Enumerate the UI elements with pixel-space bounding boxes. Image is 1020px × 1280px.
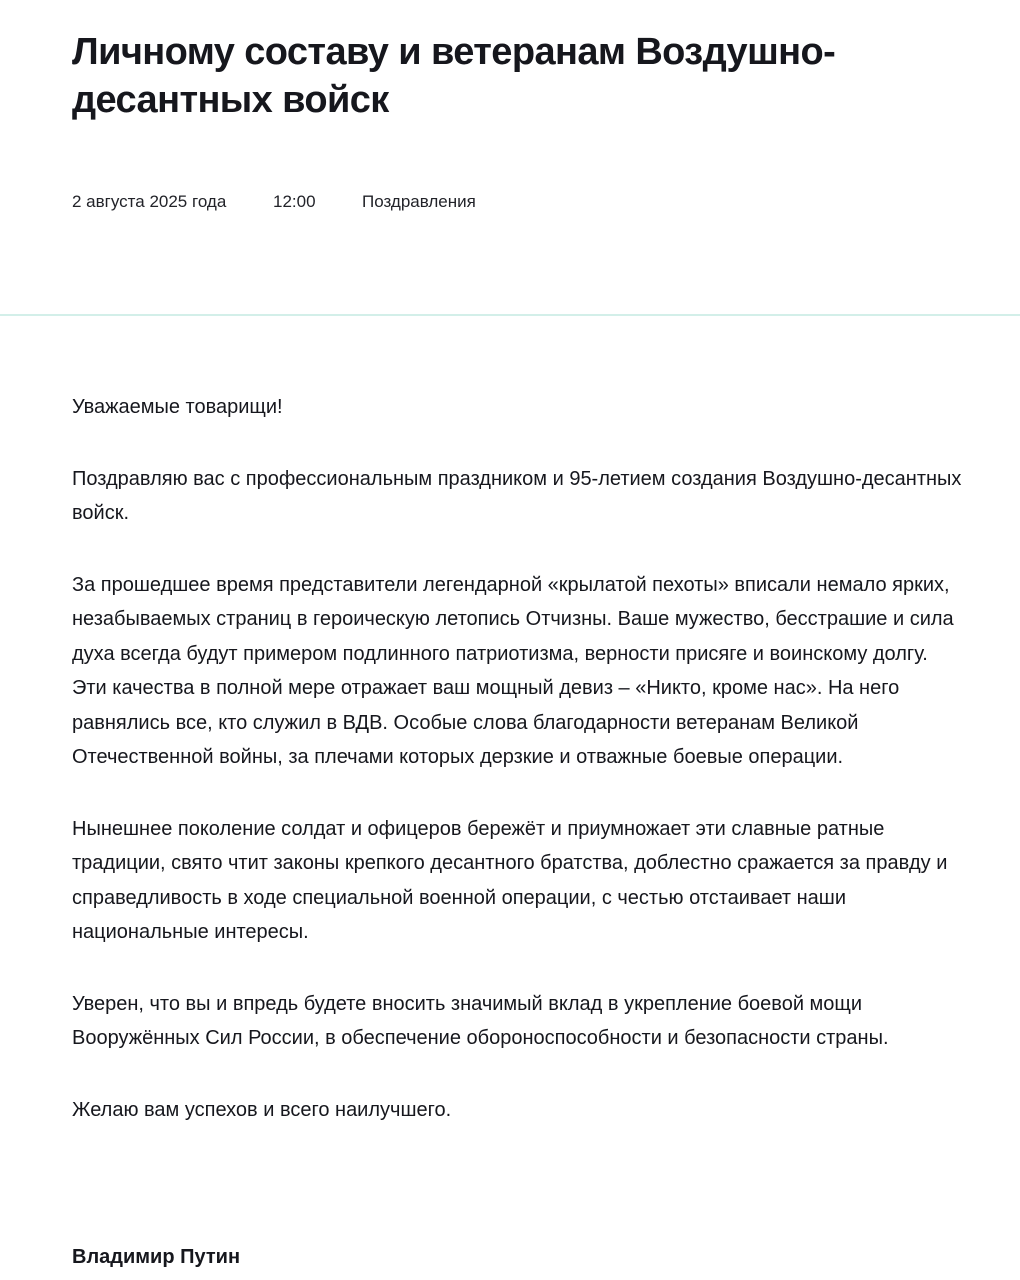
publish-time: 12:00 [273, 192, 316, 211]
publish-date: 2 августа 2025 года [72, 192, 227, 211]
paragraph: Желаю вам успехов и всего наилучшего. [72, 1098, 452, 1121]
signature: Владимир Путин [72, 1246, 241, 1268]
paragraph: За прошедшее время представители легендарной «крылатой пехоты» вписали немало ярких, незабываемых страниц в героическую летопись Отчизны. Ваше мужество, бесстрашие и сила духа всегда будут примером подлинного патриотизма, верности присяге и воинскому долгу. Эти качества в полной мере отражает ваш мощный девиз – «Никто, кроме нас». На него равнялись все, кто служил в ВДВ. Особые слова благодарности ветеранам Великой Отечественной войны, за плечами которых дерзкие и отважные боевые операции. [72, 573, 954, 768]
category-link[interactable]: Поздравления [362, 192, 476, 211]
paragraph: Уверен, что вы и впредь будете вносить значимый вклад в укрепление боевой мощи Вооружённых Сил России, в обеспечение обороноспособности и безопасности страны. [72, 992, 889, 1049]
page-title: Личному составу и ветеранам Воздушно-десантных войск [72, 31, 836, 121]
paragraph-greeting: Уважаемые товарищи! [72, 396, 283, 418]
paragraph: Поздравляю вас с профессиональным праздником и 95-летием создания Воздушно-десантных войск. [72, 467, 962, 524]
divider [0, 314, 1020, 316]
paragraph: Нынешнее поколение солдат и офицеров бережёт и приумножает эти славные ратные традиции, свято чтит законы крепкого десантного братства, доблестно сражается за правду и справедливость в ходе специальной военной операции, с честью отстаивает наши национальные интересы. [72, 817, 948, 943]
article-body [72, 390, 967, 1164]
